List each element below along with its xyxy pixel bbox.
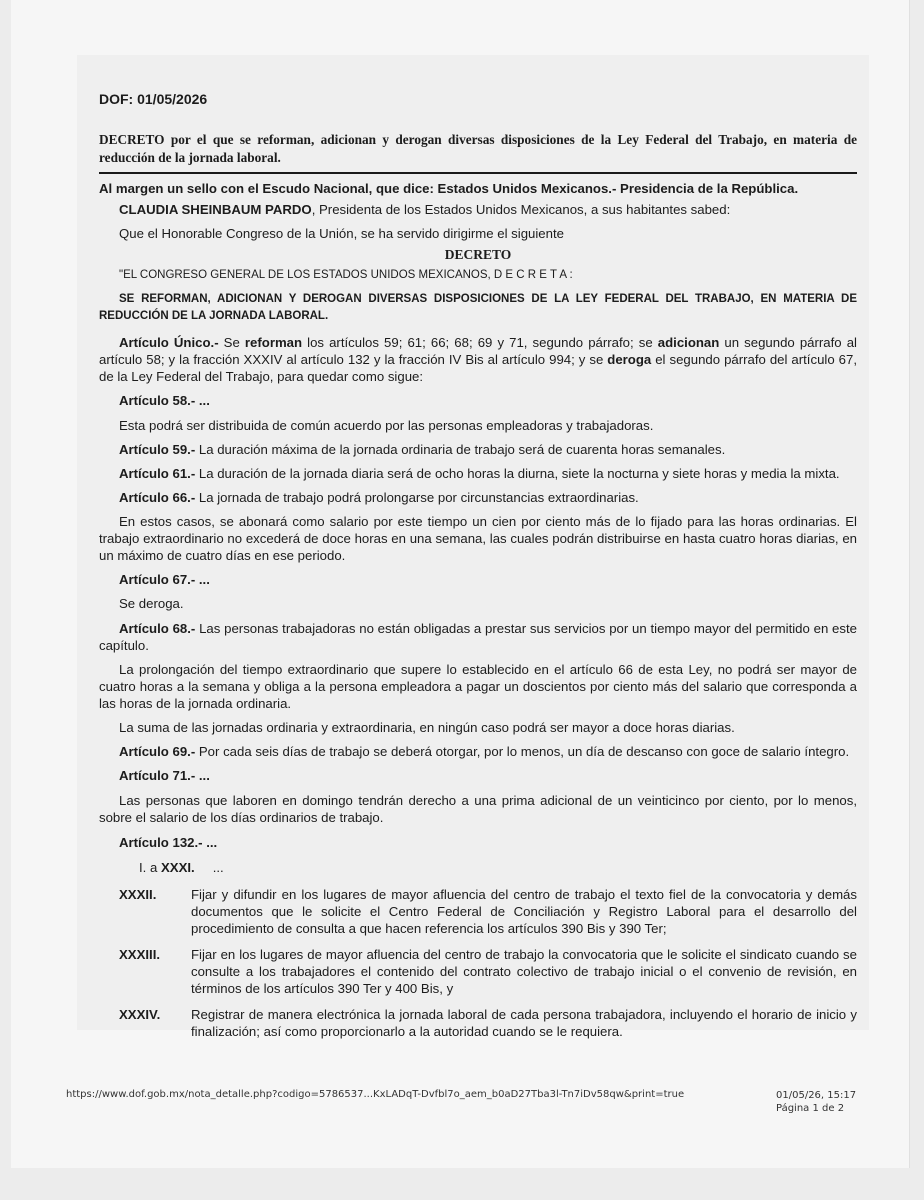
articulo-132-label: Artículo 132.- ... <box>119 835 218 850</box>
fraccion-item <box>99 946 857 997</box>
fraccion-text: Registrar de manera electrónica la jornada laboral de cada persona trabajadora, incluyendo el horario de inicio y finalización; así como proporcionarlo a la autoridad cuando se le requiera. <box>191 1007 857 1039</box>
sello-line: Al margen un sello con el Escudo Nacional, que dice: Estados Unidos Mexicanos.- Presidencia de la República. <box>99 181 799 196</box>
dof-date: DOF: 01/05/2026 <box>99 91 208 107</box>
articulo-66-label: Artículo 66.- <box>119 490 196 505</box>
articulo-67-text: Se deroga. <box>119 596 184 611</box>
footer-url[interactable]: https://www.dof.gob.mx/nota_detalle.php?codigo=5786537...KxLADqT-Dvfbl7o_aem_b0aD27Tba3l-Tn7iDv58qw&print=true <box>66 1089 685 1100</box>
articulo-59-label: Artículo 59.- <box>119 442 196 457</box>
presidenta-rest: , Presidenta de los Estados Unidos Mexicanos, a sus habitantes sabed: <box>311 202 731 217</box>
decree-title: DECRETO por el que se reforman, adicionan y derogan diversas disposiciones de la Ley Federal del Trabajo, en materia de reducción de la jornada laboral. <box>99 132 857 165</box>
title-divider <box>99 172 857 174</box>
articulo-61-text: La duración de la jornada diaria será de ocho horas la diurna, siete la nocturna y siete horas y media la mixta. <box>195 466 840 481</box>
presidenta-name: CLAUDIA SHEINBAUM PARDO <box>119 202 312 217</box>
articulo-67-label: Artículo 67.- ... <box>119 572 210 587</box>
document-page <box>11 0 910 1168</box>
decreto-heading: DECRETO <box>444 247 512 262</box>
deroga-keyword: deroga <box>607 352 652 367</box>
articulo-69 <box>99 743 857 760</box>
text-fragment: el segundo párrafo del artículo 67, de la Ley Federal del Trabajo, para quedar como sigue: <box>99 352 857 384</box>
articulo-66-paragraph-2: En estos casos, se abonará como salario por este tiempo un cien por ciento más de lo fijado para las horas ordinarias. El trabajo extraordinario no excederá de doce horas en una semana, las cuales podrán distribuirse en hasta cuatro horas diarias, en un máximo de cuatro días en ese periodo. <box>99 514 857 563</box>
fraccion-number: XXXIII. <box>119 947 161 962</box>
articulo-59 <box>99 441 857 458</box>
fraccion-item <box>99 1006 857 1040</box>
fraccion-number: XXXIV. <box>119 1007 161 1022</box>
fraccion-range-ellipsis: ... <box>212 860 224 875</box>
articulo-71-label: Artículo 71.- ... <box>119 768 210 783</box>
text-fragment: un segundo párrafo al artículo 58; y la fracción XXXIV al artículo 132 y la fracción IV Bis al artículo 994; y se <box>99 335 857 367</box>
congreso-general-line: "EL CONGRESO GENERAL DE LOS ESTADOS UNIDOS MEXICANOS, D E C R E T A : <box>119 269 573 281</box>
articulo-58-label: Artículo 58.- ... <box>119 393 210 408</box>
reform-heading: SE REFORMAN, ADICIONAN Y DEROGAN DIVERSAS DISPOSICIONES DE LA LEY FEDERAL DEL TRABAJO, EN MATERIA DE REDUCCIÓN DE LA JORNADA LABORAL. <box>99 293 857 322</box>
articulo-59-text: La duración máxima de la jornada ordinaria de trabajo será de cuarenta horas semanales. <box>195 442 726 457</box>
articulo-61-label: Artículo 61.- <box>119 466 196 481</box>
text-fragment: Se <box>218 335 245 350</box>
presidenta-line <box>99 201 857 218</box>
articulo-71-text: Las personas que laboren en domingo tendrán derecho a una prima adicional de un veinticinco por ciento, por lo menos, sobre el salario de los días ordinarios de trabajo. <box>99 793 857 825</box>
fraccion-text: Fijar en los lugares de mayor afluencia del centro de trabajo la convocatoria que le solicite el sindicato cuando se consulte a los trabajadores el contenido del contrato colectivo de trabajo inicial o el convenio de revisión, en términos de los artículos 390 Ter y 400 Bis, y <box>191 947 857 996</box>
articulo-66 <box>99 489 857 506</box>
fraccion-text: Fijar y difundir en los lugares de mayor afluencia del centro de trabajo el texto fiel de la convocatoria y demás documentos que le solicite el Centro Federal de Conciliación y Registro Laboral para el desarrollo del procedimiento de consulta a que hacen referencia los artículos 390 Bis y 390 Ter; <box>191 887 857 936</box>
text-fragment: los artículos 59; 61; 66; 68; 69 y 71, segundo párrafo; se <box>302 335 658 350</box>
articulo-69-text: Por cada seis días de trabajo se deberá otorgar, por lo menos, un día de descanso con goce de salario íntegro. <box>195 744 850 759</box>
articulo-68-paragraph-3: La suma de las jornadas ordinaria y extraordinaria, en ningún caso podrá ser mayor a doce horas diarias. <box>119 720 735 735</box>
articulo-68 <box>99 620 857 654</box>
document-content <box>77 55 869 1039</box>
articulo-61 <box>99 465 857 482</box>
articulo-69-label: Artículo 69.- <box>119 744 196 759</box>
fraccion-range-start: I. a <box>139 860 161 875</box>
fraccion-range-end: XXXI. <box>161 860 195 875</box>
reforman-keyword: reforman <box>244 335 303 350</box>
articulo-68-paragraph-2: La prolongación del tiempo extraordinario que supere lo establecido en el artículo 66 de esta Ley, no podrá ser mayor de cuatro horas a la semana y obliga a la persona empleadora a pagar un doscientos por ciento más del salario que corresponda a las horas de la jornada ordinaria. <box>99 662 857 711</box>
articulo-unico-label: Artículo Único.- <box>119 335 219 350</box>
articulo-58-text: Esta podrá ser distribuida de común acuerdo por las personas empleadoras y trabajadoras. <box>119 418 654 433</box>
footer-meta <box>776 1089 856 1115</box>
articulo-68-text: Las personas trabajadoras no están obligadas a prestar sus servicios por un tiempo mayor del permitido en este capítulo. <box>99 621 857 653</box>
articulo-68-label: Artículo 68.- <box>119 621 196 636</box>
footer-datetime: 01/05/26, 15:17 <box>776 1090 857 1101</box>
fraccion-range <box>99 859 857 876</box>
fraccion-item <box>99 886 857 937</box>
articulo-66-text: La jornada de trabajo podrá prolongarse por circunstancias extraordinarias. <box>195 490 639 505</box>
footer-page-number: Página 1 de 2 <box>776 1103 845 1114</box>
adicionan-keyword: adicionan <box>657 335 720 350</box>
congreso-line: Que el Honorable Congreso de la Unión, se ha servido dirigirme el siguiente <box>119 226 564 241</box>
articulo-unico <box>99 334 857 385</box>
fraccion-number: XXXII. <box>119 887 157 902</box>
